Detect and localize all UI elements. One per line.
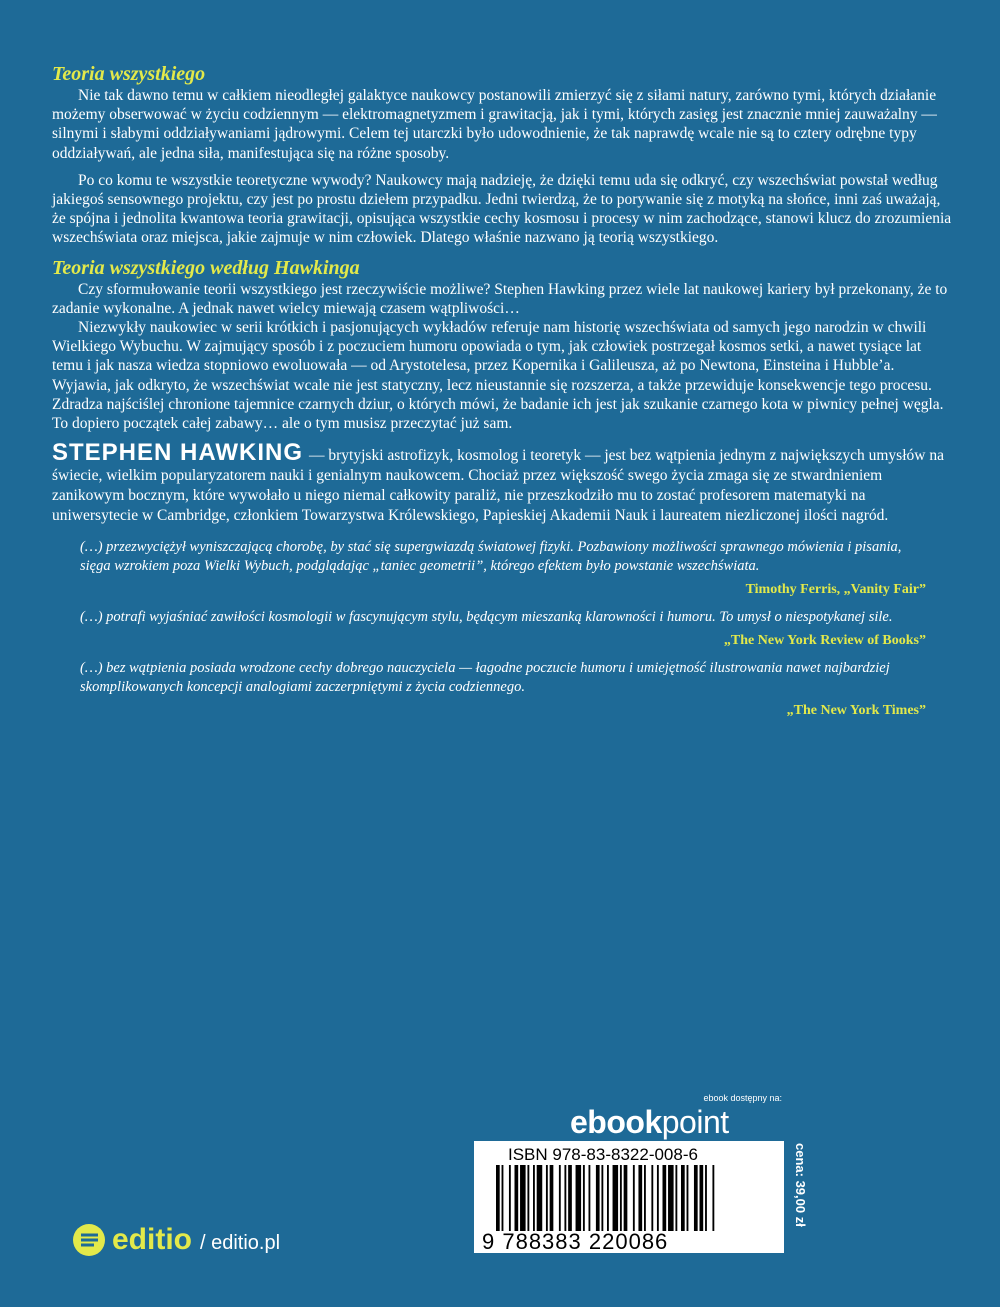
barcode-bar bbox=[596, 1165, 600, 1231]
barcode-bar bbox=[559, 1165, 561, 1231]
quote-1-text: (…) przezwyciężył wyniszczającą chorobę, by stać się supergwiazdą światowej fizyki. Pozbawiony możliwości sprawnego mówienia i pisania, sięga wzrokiem poza Wielki Wybuch, podglądając „taniec geometrii”, którego efektem było powstanie wszechświata. bbox=[80, 539, 902, 575]
barcode-bar bbox=[663, 1165, 667, 1231]
barcode-bars bbox=[496, 1165, 766, 1231]
quote-2-source: „The New York Review of Books” bbox=[723, 633, 926, 649]
price-label: cena: 39,00 zł bbox=[793, 1143, 808, 1227]
barcode-bar bbox=[613, 1165, 619, 1231]
author-name: STEPHEN HAWKING bbox=[52, 439, 304, 467]
ebookpoint-logo-bold: ebook bbox=[570, 1104, 662, 1140]
quote-2-text: (…) potrafi wyjaśniać zawiłości kosmologii w fascynującym stylu, będącym mieszanką klarowności i humoru. To umysł o niespotykanej sile. bbox=[80, 609, 893, 626]
barcode-bar bbox=[651, 1165, 653, 1231]
barcode-bar bbox=[546, 1165, 548, 1231]
author-bio-text: — brytyjski astrofizyk, kosmolog i teoretyk — jest bez wątpienia jednym z największych umysłów na świecie, wielkim popularyzatorem nauki i genialnym naukowcem. Chociaż przez większość swego życia zmaga się ze stwardnieniem zanikowym bocznym, które wywołało u niego niemal całkowity paraliż, nie przeszkodziło mu to zostać profesorem matematyki na uniwersytecie w Cambridge, członkiem Towarzystwa Królewskiego, Papieskiej Akademii Nauk i laureatem niezliczonej ilości nagród. bbox=[52, 447, 944, 525]
section-1-paragraph-2: Po co komu te wszystkie teoretyczne wywody? Naukowcy mają nadzieję, że dzięki temu uda się odkryć, czy wszechświat powstał według jakiegoś sensownego projektu, czy jest po prostu dziełem przypadku. Jedni twierdzą, że to porywanie się z motyką na słońce, inni zaś uważają, że spójna i jednolita kwantowa teoria grawitacji, opisująca wszystkie cechy kosmosu i procesy w nim zachodzące, stanowi klucz do zrozumienia wszechświata oraz miejsca, jakie zajmuje w nim człowiek. Dlatego właśnie nazwano ją teorią wszystkiego. bbox=[52, 171, 952, 247]
barcode-bar bbox=[644, 1165, 646, 1231]
section-title-1: Teoria wszystkiego bbox=[52, 63, 206, 85]
publisher-logo bbox=[72, 1222, 280, 1258]
barcode-bar bbox=[638, 1165, 642, 1231]
isbn-number: ISBN 978-83-8322-008-6 bbox=[508, 1145, 698, 1164]
barcode-bar bbox=[568, 1165, 572, 1231]
barcode-bar bbox=[583, 1165, 585, 1231]
barcode-bar bbox=[589, 1165, 591, 1231]
barcode bbox=[474, 1141, 784, 1253]
barcode-bar bbox=[520, 1165, 526, 1231]
section-title-2: Teoria wszystkiego według Hawkinga bbox=[52, 256, 360, 279]
section-1-paragraph-1: Nie tak dawno temu w całkiem nieodległej galaktyce naukowcy postanowili zmierzyć się z siłami natury, zarówno tymi, których działanie możemy obserwować w życiu codziennym — elektromagnetyzmem i grawitacją, jak i tymi, których zasięg jest znacznie mniej zauważalny — silnymi i słabymi oddziaływaniami jądrowymi. Celem tej utarczki było udowodnienie, że tak naprawdę wcale nie są to cztery odrębne typy oddziaływań, ale jedna siła, manifestująca się na różne sposoby. bbox=[52, 87, 937, 162]
barcode-bar bbox=[533, 1165, 535, 1231]
barcode-bar bbox=[633, 1165, 635, 1231]
barcode-bar bbox=[675, 1165, 677, 1231]
barcode-bar bbox=[700, 1165, 704, 1231]
barcode-digits: 9 788383 220086 bbox=[482, 1229, 669, 1254]
barcode-bar bbox=[624, 1165, 628, 1231]
author-bio bbox=[52, 439, 952, 526]
barcode-bar bbox=[687, 1165, 689, 1231]
ebookpoint-logo bbox=[570, 1104, 729, 1141]
quote-3-source: „The New York Times” bbox=[786, 703, 926, 719]
editio-logo-icon bbox=[72, 1223, 106, 1257]
barcode-bar bbox=[527, 1165, 529, 1231]
barcode-bar bbox=[607, 1165, 609, 1231]
barcode-bar bbox=[502, 1165, 504, 1231]
section-2-paragraph-1: Czy sformułowanie teorii wszystkiego jest rzeczywiście możliwe? Stephen Hawking przez wiele lat naukowej kariery był przekonany, że to zadanie wykonalne. A jednak nawet wielcy miewają czasem wątpliwości… bbox=[52, 280, 948, 317]
barcode-bar bbox=[712, 1165, 714, 1231]
review-quotes bbox=[80, 538, 926, 721]
barcode-bar bbox=[564, 1165, 566, 1231]
barcode-bar bbox=[601, 1165, 603, 1231]
quote-1-source: Timothy Ferris, „Vanity Fair” bbox=[745, 582, 926, 598]
barcode-bar bbox=[694, 1165, 698, 1231]
barcode-bar bbox=[509, 1165, 511, 1231]
publisher-name: editio bbox=[112, 1223, 192, 1256]
publisher-url: / editio.pl bbox=[200, 1231, 281, 1254]
barcode-bar bbox=[515, 1165, 519, 1231]
quote-3-text: (…) bez wątpienia posiada wrodzone cechy dobrego nauczyciela — łagodne poczucie humoru i umiejętność ilustrowania nawet najbardziej skomplikowanych koncepcji analogiami zaczerpniętymi z życia codziennego. bbox=[80, 660, 890, 696]
barcode-bar bbox=[657, 1165, 659, 1231]
barcode-bar bbox=[550, 1165, 554, 1231]
barcode-bar bbox=[576, 1165, 582, 1231]
ebookpoint-logo-thin: point bbox=[661, 1104, 729, 1140]
barcode-bar bbox=[681, 1165, 685, 1231]
barcode-bar bbox=[496, 1165, 500, 1231]
barcode-bar bbox=[668, 1165, 674, 1231]
barcode-bar bbox=[537, 1165, 543, 1231]
section-2-paragraph-2: Niezwykły naukowiec w serii krótkich i pasjonujących wykładów referuje nam historię wszechświata od samych jego narodzin w chwili Wielkiego Wybuchu. W zajmujący sposób i z poczuciem humoru opowiada o tym, jak człowiek postrzegał kosmos setki, a nawet tysiące lat temu i jak nasza wiedza stopniowo ewoluowała — od Arystotelesa, przez Kopernika i Galileusza, aż po Newtona, Einsteina i Hubble’a. Wyjawia, jak odkryto, że wszechświat wcale nie jest statyczny, lecz nieustannie się rozszerza, a także przewiduje konsekwencje tego procesu. Zdradza najściślej chronione tajemnice czarnych dziur, o których mówi, że badanie ich jest jak szukanie czarnego kota w piwnicy pełnej węgla. To dopiero początek całej zabawy… ale o tym musisz przeczytać już sam. bbox=[52, 319, 944, 433]
cover-text bbox=[52, 62, 952, 729]
barcode-bar bbox=[705, 1165, 707, 1231]
ebook-available-label: ebook dostępny na: bbox=[703, 1093, 782, 1103]
barcode-bar bbox=[620, 1165, 622, 1231]
